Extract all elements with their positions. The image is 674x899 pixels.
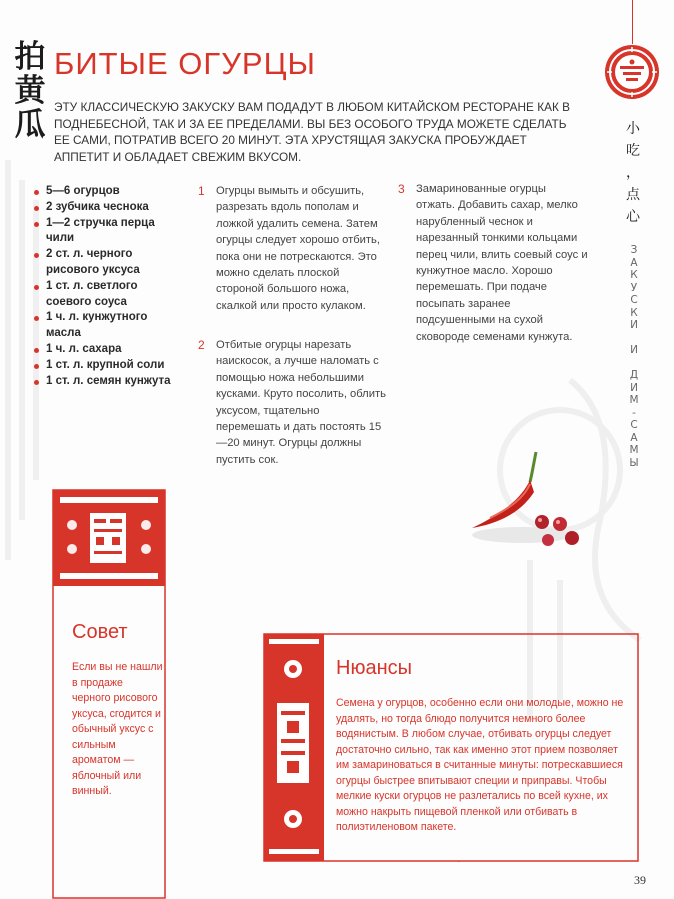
side-chinese-label (618, 118, 648, 228)
side-cn-char: ， (626, 165, 640, 181)
side-ru-char: А (630, 431, 638, 444)
ingredient-item: 1 ст. л. крупной соли (34, 358, 184, 374)
chinese-title-char: 拍 (14, 39, 46, 75)
side-ru-char: И (630, 319, 638, 331)
ingredient-item: 1 ч. л. кунжутного масла (34, 310, 184, 342)
step-text: Отбитые огурцы нарезать наискосок, а лучше наломать с помощью ножа небольшими кусками. Круто посолить, облить уксусом, тщательно перемешать и дать постоять 15—20 минут. Огурцы должны пустить сок. (216, 339, 386, 466)
hanging-thread (632, 0, 633, 44)
tip-title: Совет (72, 621, 128, 643)
side-ru-char: Ы (629, 456, 639, 469)
side-ru-char: К (630, 269, 638, 281)
side-cn-char: 吃 (626, 143, 640, 159)
side-cn-char: 心 (626, 209, 640, 225)
ingredient-item: 1—2 стручка перца чили (34, 216, 184, 248)
ingredient-item: 2 ст. л. черного рисового уксуса (34, 247, 184, 279)
side-ru-char: - (632, 406, 636, 419)
step-3 (398, 181, 588, 345)
side-ru-char: Д (629, 369, 639, 381)
ingredient-list (34, 184, 184, 389)
step-2 (198, 337, 386, 468)
nuance-title: Нюансы (336, 657, 412, 679)
chinese-title (12, 40, 48, 142)
step-number: 1 (198, 184, 205, 198)
side-cn-char: 小 (626, 121, 640, 137)
ingredient-item: 5—6 огурцов (34, 184, 184, 200)
chinese-title-char: 黄 (14, 73, 46, 109)
ingredient-item: 2 зубчика чеснока (34, 200, 184, 216)
chinese-title-char: 瓜 (14, 107, 46, 143)
side-ru-char: И (630, 344, 638, 356)
side-ru-char: З (630, 244, 638, 256)
page-number: 39 (634, 873, 646, 887)
step-number: 2 (198, 338, 205, 352)
side-ru-char: С (630, 294, 638, 306)
side-ru-char: С (630, 419, 638, 431)
step-text: Огурцы вымыть и обсушить, разрезать вдоль пополам и ложкой удалить семена. Затем огурцы следует хорошо отбить, пока они не потрескаются. Это можно сделать плоской стороной большого ножа, скалкой или просто кулаком. (216, 185, 380, 312)
side-ru-char: У (630, 281, 638, 294)
side-russian-label (626, 244, 642, 469)
side-ru-char: И (630, 381, 638, 394)
ingredient-item: 1 ч. л. сахара (34, 342, 184, 358)
red-seal-ornament (604, 44, 660, 100)
recipe-intro: ЭТУ КЛАССИЧЕСКУЮ ЗАКУСКУ ВАМ ПОДАДУТ В ЛЮБОМ КИТАЙСКОМ РЕСТОРАНЕ КАК В ПОДНЕБЕСНОЙ, ТАК И ЗА ЕЕ ПРЕДЕЛАМИ. ВЫ БЕЗ ОСОБОГО ТРУДА МОЖЕТЕ СДЕЛАТЬ ЕЕ САМИ, ПОТРАТИВ ВСЕГО 20 МИНУТ. ЭТА ХРУСТЯЩАЯ ЗАКУСКА ПРОБУЖДАЕТ АППЕТИТ И ОБЛАДАЕТ СВЕЖИМ ВКУСОМ. (54, 100, 570, 164)
recipe-title: БИТЫЕ ОГУРЦЫ (54, 46, 316, 81)
nuance-text: Семена у огурцов, особенно если они молодые, можно не удалять, но тогда блюдо получится немного более водянистым. В любом случае, отбивать огурцы следует достаточно сильно, так как именно этот прием позволяет им замариноваться в считанные минуты: потрескавшиеся огурцы быстрее впитывают специи и приправы. Чтобы мелкие куски огурцов не разлетались по всей кухне, их можно накрыть пищевой пленкой или отбивать в полиэтиленовом пакете. (336, 697, 624, 833)
step-number: 3 (398, 182, 405, 196)
side-cn-char: 点 (626, 187, 640, 203)
side-ru-char (626, 332, 642, 345)
side-ru-char: М (629, 394, 639, 406)
side-ru-char (626, 357, 642, 370)
ingredient-item: 1 ст. л. светлого соевого соуса (34, 279, 184, 311)
chili-pepper-image (460, 440, 590, 555)
side-ru-char: А (630, 256, 638, 269)
side-ru-char: К (630, 306, 638, 319)
tip-text: Если вы не нашли в продаже черного рисового уксуса, сгодится и обычный уксус с сильным ароматом — яблочный или винный. (72, 661, 163, 797)
step-1 (198, 183, 386, 314)
side-ru-char: М (629, 444, 639, 456)
ingredient-item: 1 ст. л. семян кунжута (34, 374, 184, 390)
step-text: Замаринованные огурцы отжать. Добавить сахар, мелко нарубленный чеснок и нарезанный тонкими кольцами перец чили, влить соевый соус и кунжутное масло. Хорошо перемешать. При подаче посыпать заранее подсушенными на сухой сковороде семенами кунжута. (416, 183, 588, 343)
